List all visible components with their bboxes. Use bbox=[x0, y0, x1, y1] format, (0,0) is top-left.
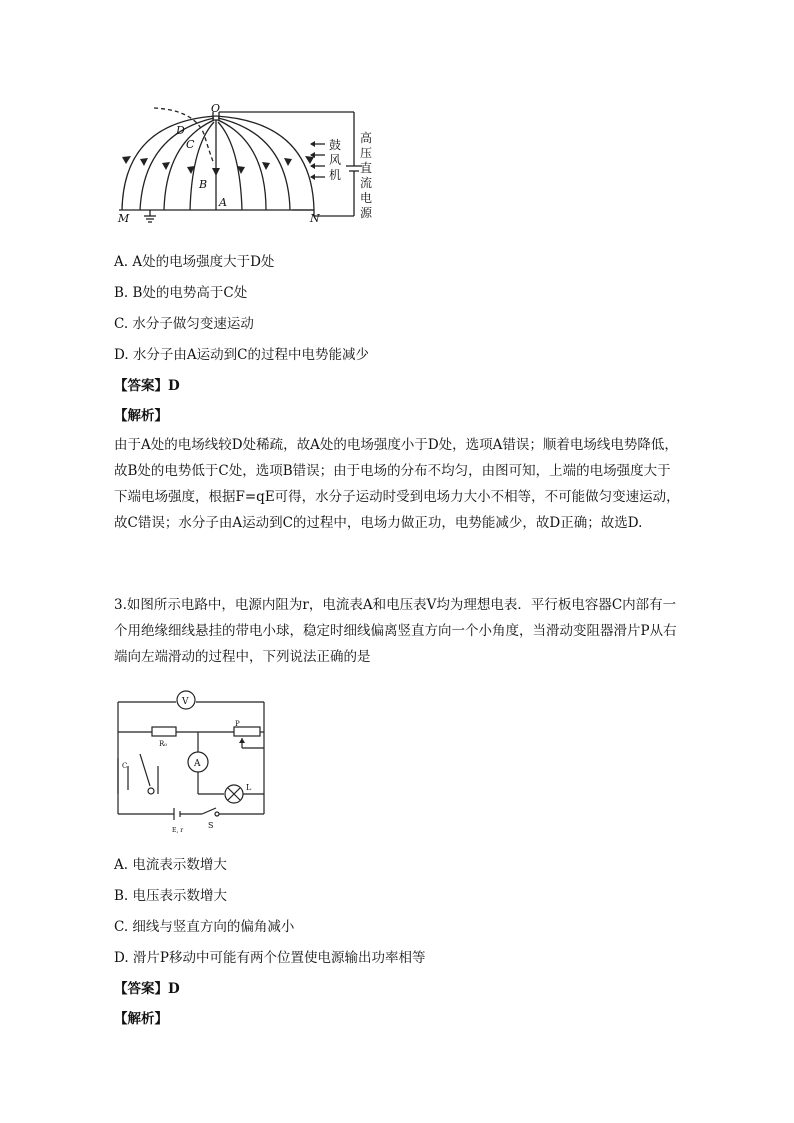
label-d: D bbox=[176, 124, 185, 137]
capacitor-label: C bbox=[122, 762, 128, 770]
label-a: A bbox=[219, 196, 227, 209]
label-n: N bbox=[310, 212, 320, 225]
hv-char-1: 高 bbox=[360, 131, 373, 145]
label-c: C bbox=[186, 138, 195, 151]
slider-label: P bbox=[235, 720, 240, 728]
q3-answer: 【答案】D bbox=[114, 981, 180, 997]
q2-option-d: D. 水分子由A运动到C的过程中电势能减少 bbox=[114, 347, 370, 363]
label-b: B bbox=[199, 178, 208, 191]
label-o: O bbox=[211, 104, 221, 115]
q3-option-d: D. 滑片P移动中可能有两个位置使电源输出功率相等 bbox=[114, 950, 426, 966]
q3-analysis-title: 【解析】 bbox=[114, 1011, 168, 1027]
hv-char-4: 流 bbox=[360, 176, 373, 190]
battery-label: E, r bbox=[172, 827, 184, 834]
fan-char-2: 风 bbox=[329, 153, 342, 167]
hv-char-6: 源 bbox=[360, 206, 373, 220]
q3-option-b: B. 电压表示数增大 bbox=[114, 888, 228, 904]
voltmeter-label: V bbox=[182, 697, 189, 707]
switch-label: S bbox=[208, 821, 214, 830]
q2-option-c: C. 水分子做匀变速运动 bbox=[114, 316, 254, 332]
label-m: M bbox=[118, 212, 130, 225]
fan-char-1: 鼓 bbox=[329, 138, 342, 152]
hv-char-3: 直 bbox=[360, 161, 373, 175]
q3-option-c: C. 细线与竖直方向的偏角减小 bbox=[114, 919, 295, 935]
q2-answer: 【答案】D bbox=[114, 378, 180, 394]
ammeter-label: A bbox=[194, 759, 201, 769]
lamp-label: L bbox=[246, 783, 252, 792]
hv-char-5: 电 bbox=[360, 191, 373, 205]
hv-char-2: 压 bbox=[360, 146, 373, 160]
q3-option-a: A. 电流表示数增大 bbox=[114, 857, 227, 873]
q2-analysis-text: 由于A处的电场线较D处稀疏，故A处的电场强度小于D处，选项A错误；顺着电场线电势降低，故B处的电势低于C处，选项B错误；由于电场的分布不均匀，由图可知，上端的电场强度大于下端电场强度，根据F=qE可得，水分子运动时受到电场力大小不相等，不可能做匀变速运动，故C错误；水分子由A运动到C的过程中，电场力做正功，电势能减少，故D正确；故选D. bbox=[114, 437, 680, 531]
circuit-diagram bbox=[114, 686, 270, 836]
r0-label: R₀ bbox=[159, 740, 168, 748]
fan-char-3: 机 bbox=[329, 168, 342, 182]
q2-option-b: B. B处的电势高于C处 bbox=[114, 285, 248, 301]
q2-analysis-title: 【解析】 bbox=[114, 408, 168, 424]
q3-stem: 3.如图所示电路中，电源内阻为r，电流表A和电压表V均为理想电表．平行板电容器C内部有一个用绝缘细线悬挂的带电小球，稳定时细线偏离竖直方向一个小角度，当滑动变阻器滑片P从右端向左端滑动的过程中，下列说法正确的是 bbox=[114, 597, 677, 665]
q2-option-a: A. A处的电场强度大于D处 bbox=[114, 254, 275, 270]
field-diagram bbox=[114, 104, 394, 229]
